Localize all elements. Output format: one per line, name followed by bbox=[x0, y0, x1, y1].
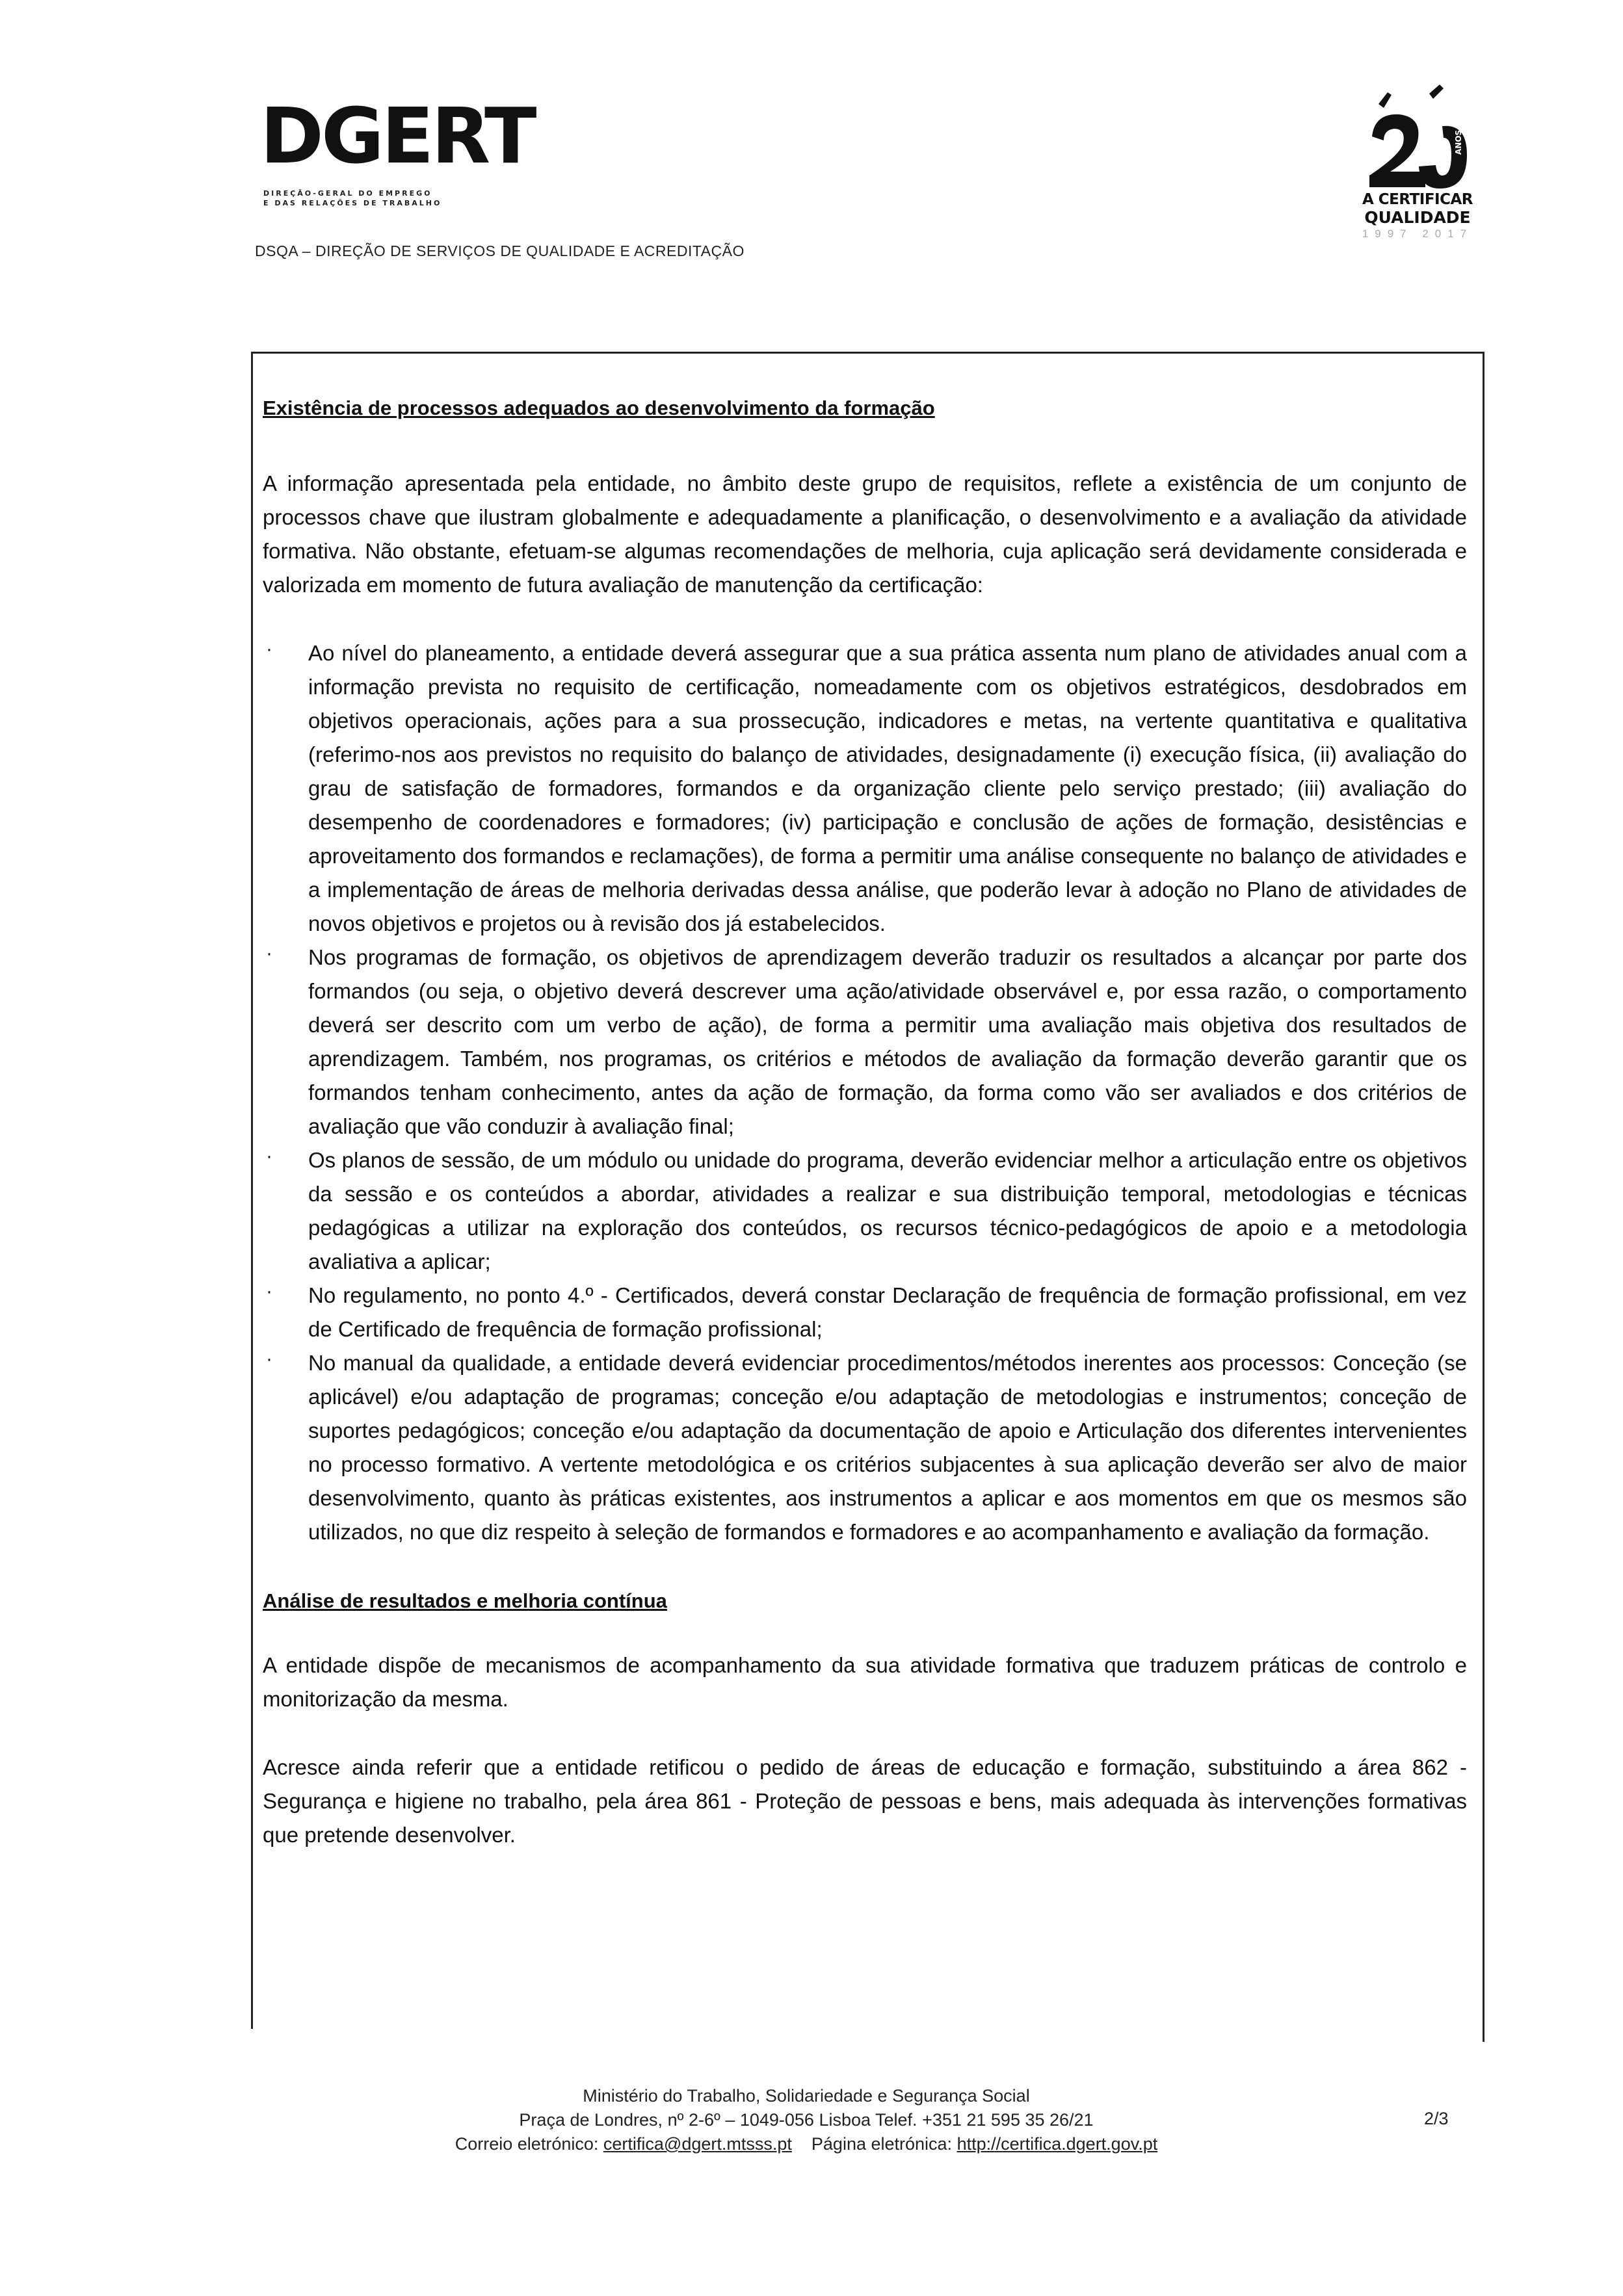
footer-email-label: Correio eletrónico: bbox=[455, 2134, 599, 2154]
section-heading-processes: Existência de processos adequados ao desenvolvimento da formação bbox=[263, 397, 935, 419]
anniversary-20-icon bbox=[1366, 85, 1470, 189]
analysis-paragraph-2: Acresce ainda referir que a entidade retificou o pedido de áreas de educação e formação, substituindo a área 862 - Segurança e higiene no trabalho, pela área 861 - Proteção de pessoas e bens, mais adequada às intervenções formativas que pretende desenvolver. bbox=[263, 1755, 1467, 1847]
list-item-text: No manual da qualidade, a entidade deverá evidenciar procedimentos/métodos inerentes aos processos: Conceção (se aplicável) e/ou adaptação de programas; conceção e/ou adaptação de metodologias e instrumentos; conceção de suportes pedagógicos; conceção e/ou adaptação da documentação de apoio e Articulação dos diferentes intervenientes no processo formativo. A vertente metodológica e os critérios subjacentes à sua aplicação deverão ser alvo de maior desenvolvimento, quanto às práticas existentes, aos instrumentos a aplicar e aos momentos em que os mesmos são utilizados, no que diz respeito à seleção de formandos e formadores e ao acompanhamento e avaliação da formação. bbox=[308, 1351, 1467, 1544]
processes-intro-paragraph: A informação apresentada pela entidade, no âmbito deste grupo de requisitos, reflete a existência de um conjunto de processos chave que ilustram globalmente e adequadamente a planificação, o desenvolvimento e a avaliação da atividade formativa. Não obstante, efetuam-se algumas recomendações de melhoria, cuja aplicação será devidamente considerada e valorizada em momento de futura avaliação de manutenção da certificação: bbox=[263, 471, 1467, 597]
footer-ministry: Ministério do Trabalho, Solidariedade e Segurança Social bbox=[583, 2086, 1030, 2106]
list-item-text: Nos programas de formação, os objetivos de aprendizagem deverão traduzir os resultados a alcançar por parte dos formandos (ou seja, o objetivo deverá descrever uma ação/atividade observável e, por essa razão, o comportamento deverá ser descrito com um verbo de ação), de forma a permitir uma avaliação mais objetiva dos resultados de aprendizagem. Também, nos programas, os critérios e métodos de avaliação da formação deverão garantir que os formandos tenham conhecimento, antes da ação de formação, da forma como vão ser avaliados e dos critérios de avaliação que vão conduzir à avaliação final; bbox=[308, 945, 1467, 1138]
badge-line-1: A CERTIFICAR bbox=[1362, 191, 1473, 208]
list-item-text: Os planos de sessão, de um módulo ou unidade do programa, deverão evidenciar melhor a articulação entre os objetivos da sessão e os conteúdos a abordar, atividades a realizar e sua distribuição temporal, metodologias e técnicas pedagógicas a utilizar na exploração dos conteúdos, os recursos técnico-pedagógicos de apoio e a metodologia avaliativa a aplicar; bbox=[308, 1148, 1467, 1273]
badge-line-2: QUALIDADE bbox=[1364, 208, 1471, 227]
bullet-icon: · bbox=[266, 943, 272, 964]
dgert-logo bbox=[260, 91, 534, 207]
frame-top-rule bbox=[252, 352, 1484, 354]
list-item bbox=[263, 636, 1467, 941]
bullet-icon: · bbox=[266, 1145, 272, 1167]
list-item-text: Ao nível do planeamento, a entidade deverá assegurar que a sua prática assenta num plano de atividades anual com a informação prevista no requisito de certificação, nomeadamente com os objetivos estratégicos, desdobrados em objetivos operacionais, ações para a sua prossecução, indicadores e metas, na vertente quantitativa e qualitativa (referimo-nos aos previstos no requisito do balanço de atividades, designadamente (i) execução física, (ii) avaliação do grau de satisfação de formadores, formandos e da organização cliente pelo serviço prestado; (iii) avaliação do desempenho de coordenadores e formadores; (iv) participação e conclusão de ações de formação, desistências e aproveitamento dos formandos e reclamações), de forma a permitir uma análise consequente no balanço de atividades e a implementação de áreas de melhoria derivadas dessa análise, que poderão levar à adoção no Plano de atividades de novos objetivos e projetos ou à revisão dos já estabelecidos. bbox=[308, 641, 1467, 935]
list-item-text: No regulamento, no ponto 4.º - Certificados, deverá constar Declaração de frequência de formação profissional, em vez de Certificado de frequência de formação profissional; bbox=[308, 1283, 1467, 1341]
logo-text: DGERT bbox=[260, 91, 534, 181]
department-title: DSQA – DIREÇÃO DE SERVIÇOS DE QUALIDADE E ACREDITAÇÃO bbox=[255, 242, 745, 259]
footer-email-link[interactable]: certifica@dgert.mtsss.pt bbox=[603, 2134, 792, 2154]
bullet-icon: · bbox=[266, 1281, 272, 1302]
frame-right-rule bbox=[1483, 352, 1484, 2042]
anniversary-badge bbox=[1352, 85, 1483, 254]
footer-address: Praça de Londres, nº 2-6º – 1049-056 Lisboa Telef. +351 21 595 35 26/21 bbox=[519, 2110, 1094, 2130]
logo-subtitle-line-2: E DAS RELAÇÕES DE TRABALHO bbox=[263, 199, 442, 207]
list-item bbox=[263, 1279, 1467, 1346]
list-item bbox=[263, 941, 1467, 1143]
list-item bbox=[263, 1346, 1467, 1549]
page-number: 2/3 bbox=[1424, 2109, 1449, 2128]
bullet-icon: · bbox=[266, 638, 272, 660]
bullet-icon: · bbox=[266, 1348, 272, 1370]
analysis-paragraph-1: A entidade dispõe de mecanismos de acompanhamento da sua atividade formativa que traduzem práticas de controlo e monitorização da mesma. bbox=[263, 1653, 1467, 1711]
logo-subtitle-line-1: DIREÇÃO-GERAL DO EMPREGO bbox=[263, 189, 432, 198]
recommendations-list bbox=[263, 636, 1467, 1549]
footer-web-label: Página eletrónica: bbox=[811, 2134, 953, 2154]
document-body bbox=[263, 395, 1467, 1886]
section-heading-analysis: Análise de resultados e melhoria contínua bbox=[263, 1589, 667, 1612]
footer-web-link[interactable]: http://certifica.dgert.gov.pt bbox=[957, 2134, 1158, 2154]
page-footer bbox=[364, 2084, 1248, 2156]
logo-subtitle bbox=[263, 189, 523, 208]
frame-left-rule bbox=[251, 352, 253, 2029]
footer-contacts bbox=[364, 2132, 1248, 2156]
list-item bbox=[263, 1143, 1467, 1279]
badge-years: 1997 2017 bbox=[1362, 228, 1473, 240]
badge-side-text: ANOS bbox=[1454, 129, 1463, 155]
